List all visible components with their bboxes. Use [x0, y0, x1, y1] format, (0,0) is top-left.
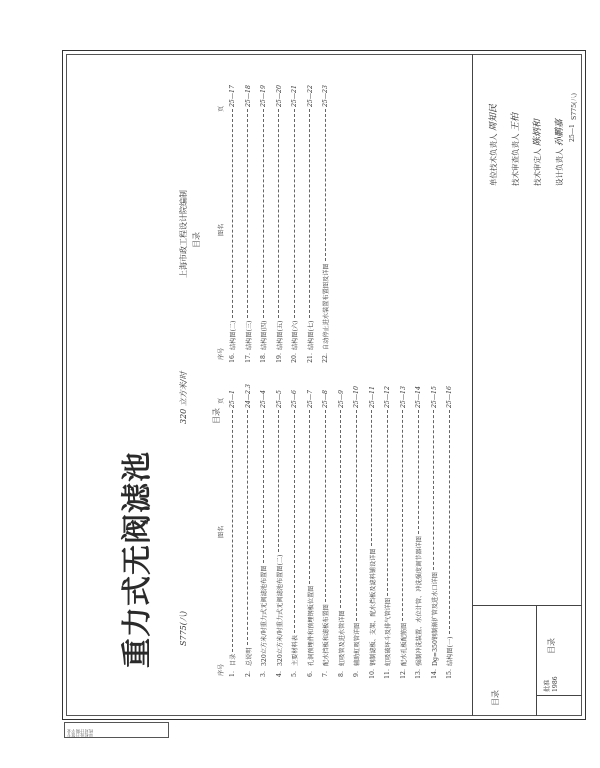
toc-row-page: 25—10: [353, 386, 360, 408]
toc-row-number: 4.: [275, 671, 283, 677]
toc-row-number: 22.: [322, 353, 329, 363]
signature-name: 王柏: [511, 113, 521, 132]
toc-row: [321, 382, 330, 682]
toc-row-page: 25—12: [384, 386, 391, 408]
toc-row: [290, 382, 299, 682]
toc-row-page: 25—20: [275, 85, 283, 107]
toc-row-name: 虹吸破坏斗及排气管详图: [385, 597, 392, 666]
signature-role: 设计负责人: [555, 146, 564, 186]
toc-row-leader: [246, 410, 248, 645]
toc-row-leader: [386, 410, 388, 596]
toc-row: [337, 382, 346, 682]
toc-title-right: 目录: [192, 232, 201, 248]
toc-row-page: 25—11: [368, 386, 376, 408]
toc-row-page: 25—13: [399, 386, 407, 408]
toc-row-leader: [448, 410, 450, 634]
toc-row-page: 25—17: [229, 85, 236, 107]
toc-row: [290, 81, 299, 366]
toc-row-name: 结构图(四): [261, 320, 268, 350]
toc-title-left: 目录: [212, 408, 221, 424]
toc-row: [352, 382, 361, 682]
toc-row-number: 19.: [275, 353, 283, 363]
toc-row-leader: [401, 410, 403, 621]
toc-row-name: 总说明: [245, 647, 253, 666]
signature-line: [508, 113, 521, 186]
toc-row-number: 11.: [384, 669, 391, 679]
toc-row-page: 25—21: [291, 85, 298, 107]
toc-row-number: 20.: [291, 353, 298, 363]
toc-row-leader: [231, 410, 233, 652]
toc-row: [306, 81, 315, 366]
toc-row-leader: [417, 410, 419, 534]
toc-row: [321, 81, 330, 366]
toc-row: [275, 81, 284, 366]
corner-code: S775(八): [571, 92, 578, 120]
toc-row-leader: [277, 109, 279, 318]
toc-row-page: 25—6: [291, 390, 298, 408]
toc-row-leader: [262, 410, 264, 563]
toc-row-page: 25—8: [322, 390, 329, 408]
toc-row-number: 9.: [353, 671, 360, 677]
col-header-page-right: 页: [218, 105, 225, 112]
toc-row: [368, 382, 377, 682]
toc-row-name: 结构图(三): [245, 320, 253, 350]
toc-row: [228, 382, 237, 682]
signature-line: [530, 119, 543, 186]
year-label: 1986: [552, 676, 559, 692]
col-header-page-left: 页: [218, 397, 225, 404]
toc-row-leader: [308, 410, 310, 584]
bottom-block-hline: [536, 606, 537, 716]
toc-row: [445, 382, 454, 682]
col-header-name-right: 图名: [218, 223, 225, 236]
signature-name: 周知民: [489, 104, 499, 132]
signature-role: 技术审定人: [533, 146, 542, 186]
margin-stamp: [64, 722, 169, 738]
toc-row: [244, 382, 253, 682]
toc-row-number: 18.: [260, 353, 267, 363]
toc-row-number: 6.: [306, 671, 314, 677]
toc-row-name: 自动停止进水装置布置图及详图: [323, 263, 330, 350]
corner-page: 25—1: [569, 124, 576, 142]
toc-row: [383, 382, 392, 682]
rotated-content: [66, 54, 582, 716]
toc-row-page: 25—1: [229, 390, 236, 408]
toc-row-page: 25—9: [337, 390, 345, 408]
toc-row-leader: [293, 109, 295, 318]
toc-row-name: Dg=350钢制渐扩管及进水口详图: [431, 572, 439, 666]
signature-name: 陈炳和: [533, 119, 543, 147]
toc-row-number: 7.: [322, 671, 329, 677]
toc-row-page: 25—15: [430, 386, 438, 408]
toc-row: [430, 382, 439, 682]
toc-row: [414, 382, 423, 682]
toc-row-page: 24—2.3: [244, 384, 252, 408]
toc-row-leader: [324, 109, 326, 261]
publisher: 上海市政工程设计院编制: [179, 190, 188, 278]
stamp-text: 专业 签字 日期 设计 校对 审核: [66, 729, 94, 737]
toc-row-number: 12.: [399, 669, 407, 679]
col-header-no-left: 序号: [218, 663, 225, 676]
toc-row-leader: [432, 410, 434, 570]
toc-row-name: 主要材料表: [292, 635, 299, 666]
signature-line: [552, 119, 565, 186]
toc-row-leader: [231, 109, 233, 318]
toc-row-number: 16.: [229, 353, 236, 363]
toc-row-page: 25—18: [244, 85, 252, 107]
bottom-block-divider-2: [536, 695, 582, 696]
toc-row: [244, 81, 253, 366]
toc-row: [399, 382, 408, 682]
toc-row-number: 13.: [415, 669, 422, 679]
toc-row-name: 配水挡板和滤板布置图: [323, 604, 330, 666]
toc-row-leader: [293, 410, 295, 633]
toc-row-name: 结构图(一): [447, 636, 454, 666]
toc-row-number: 5.: [291, 671, 298, 677]
toc-row-page: 25—4: [260, 390, 267, 408]
toc-row-name: 320立方米/时重力式无阀滤池布置图(二): [276, 554, 284, 666]
signature-role: 单位技术负责人: [489, 131, 498, 186]
toc-row-number: 15.: [446, 669, 453, 679]
toc-row-page: 25—16: [446, 386, 453, 408]
toc-row-number: 14.: [430, 669, 438, 679]
bottom-block-divider: [472, 605, 582, 606]
toc-row-name: 辅助虹吸管详图: [354, 622, 361, 666]
toc-row-leader: [262, 109, 264, 318]
bottom-title-2: 目录: [491, 690, 500, 706]
toc-row-leader: [339, 410, 341, 608]
toc-row-name: 结构图(二): [230, 320, 237, 350]
toc-row: [259, 81, 268, 366]
toc-row: [259, 382, 268, 682]
toc-row-page: 25—7: [306, 390, 314, 408]
toc-row-leader: [324, 410, 326, 602]
toc-row-leader: [370, 410, 372, 546]
signature-divider: [472, 54, 473, 716]
col-header-name-left: 图名: [218, 525, 225, 538]
toc-row-page: 25—22: [306, 85, 314, 107]
toc-row-number: 3.: [260, 671, 267, 677]
toc-row-name: 结构图(五): [276, 320, 284, 350]
toc-row-number: 21.: [306, 353, 314, 363]
toc-row-page: 25—5: [275, 390, 283, 408]
toc-row-number: 1.: [229, 671, 236, 677]
toc-row-name: 目录: [230, 653, 237, 666]
toc-row-name: 配水孔板配筋图: [400, 622, 408, 666]
toc-row-leader: [355, 410, 357, 621]
toc-row-name: 钢制滤板、支架、配水挡板及滤料铺设详图: [369, 548, 377, 666]
col-header-no-right: 序号: [218, 347, 225, 360]
capacity-label: 320 立方米/时: [179, 371, 188, 424]
toc-row-number: 2.: [244, 671, 252, 677]
toc-row-number: 10.: [368, 669, 376, 679]
toc-row-page: 25—14: [415, 386, 422, 408]
toc-row: [228, 81, 237, 366]
toc-row-leader: [277, 410, 279, 552]
drawing-sheet: [66, 54, 582, 716]
toc-row-leader: [246, 109, 248, 318]
signature-line: [486, 104, 499, 186]
page-title: 重力式无阀滤池: [120, 451, 155, 668]
toc-row-name: 结构图(六): [292, 320, 299, 350]
toc-row-name: 孔洞预埋件和预埋钢板位置图: [307, 585, 315, 666]
toc-row: [275, 382, 284, 682]
toc-row-leader: [308, 109, 310, 318]
drawing-number: S775(八): [179, 611, 188, 646]
toc-row-number: 17.: [244, 353, 252, 363]
toc-row-page: 25—23: [322, 85, 329, 107]
toc-row-page: 25—19: [260, 85, 267, 107]
signature-role: 技术审查负责人: [511, 131, 520, 186]
toc-row-name: 虹吸管及进水管详图: [338, 610, 346, 666]
toc-row-name: 320立方米/时重力式无阀滤池布置图: [261, 565, 268, 666]
date-label: 批准: [544, 679, 551, 692]
toc-row-name: 结构图(七): [307, 320, 315, 350]
bottom-title: 目录: [547, 638, 556, 654]
signature-name: 孙鹏嘉: [555, 119, 565, 147]
toc-row: [306, 382, 315, 682]
toc-row-number: 8.: [337, 671, 345, 677]
toc-row-name: 强制冲洗装置、水位计管、冲洗强度调节器详图: [416, 536, 423, 666]
